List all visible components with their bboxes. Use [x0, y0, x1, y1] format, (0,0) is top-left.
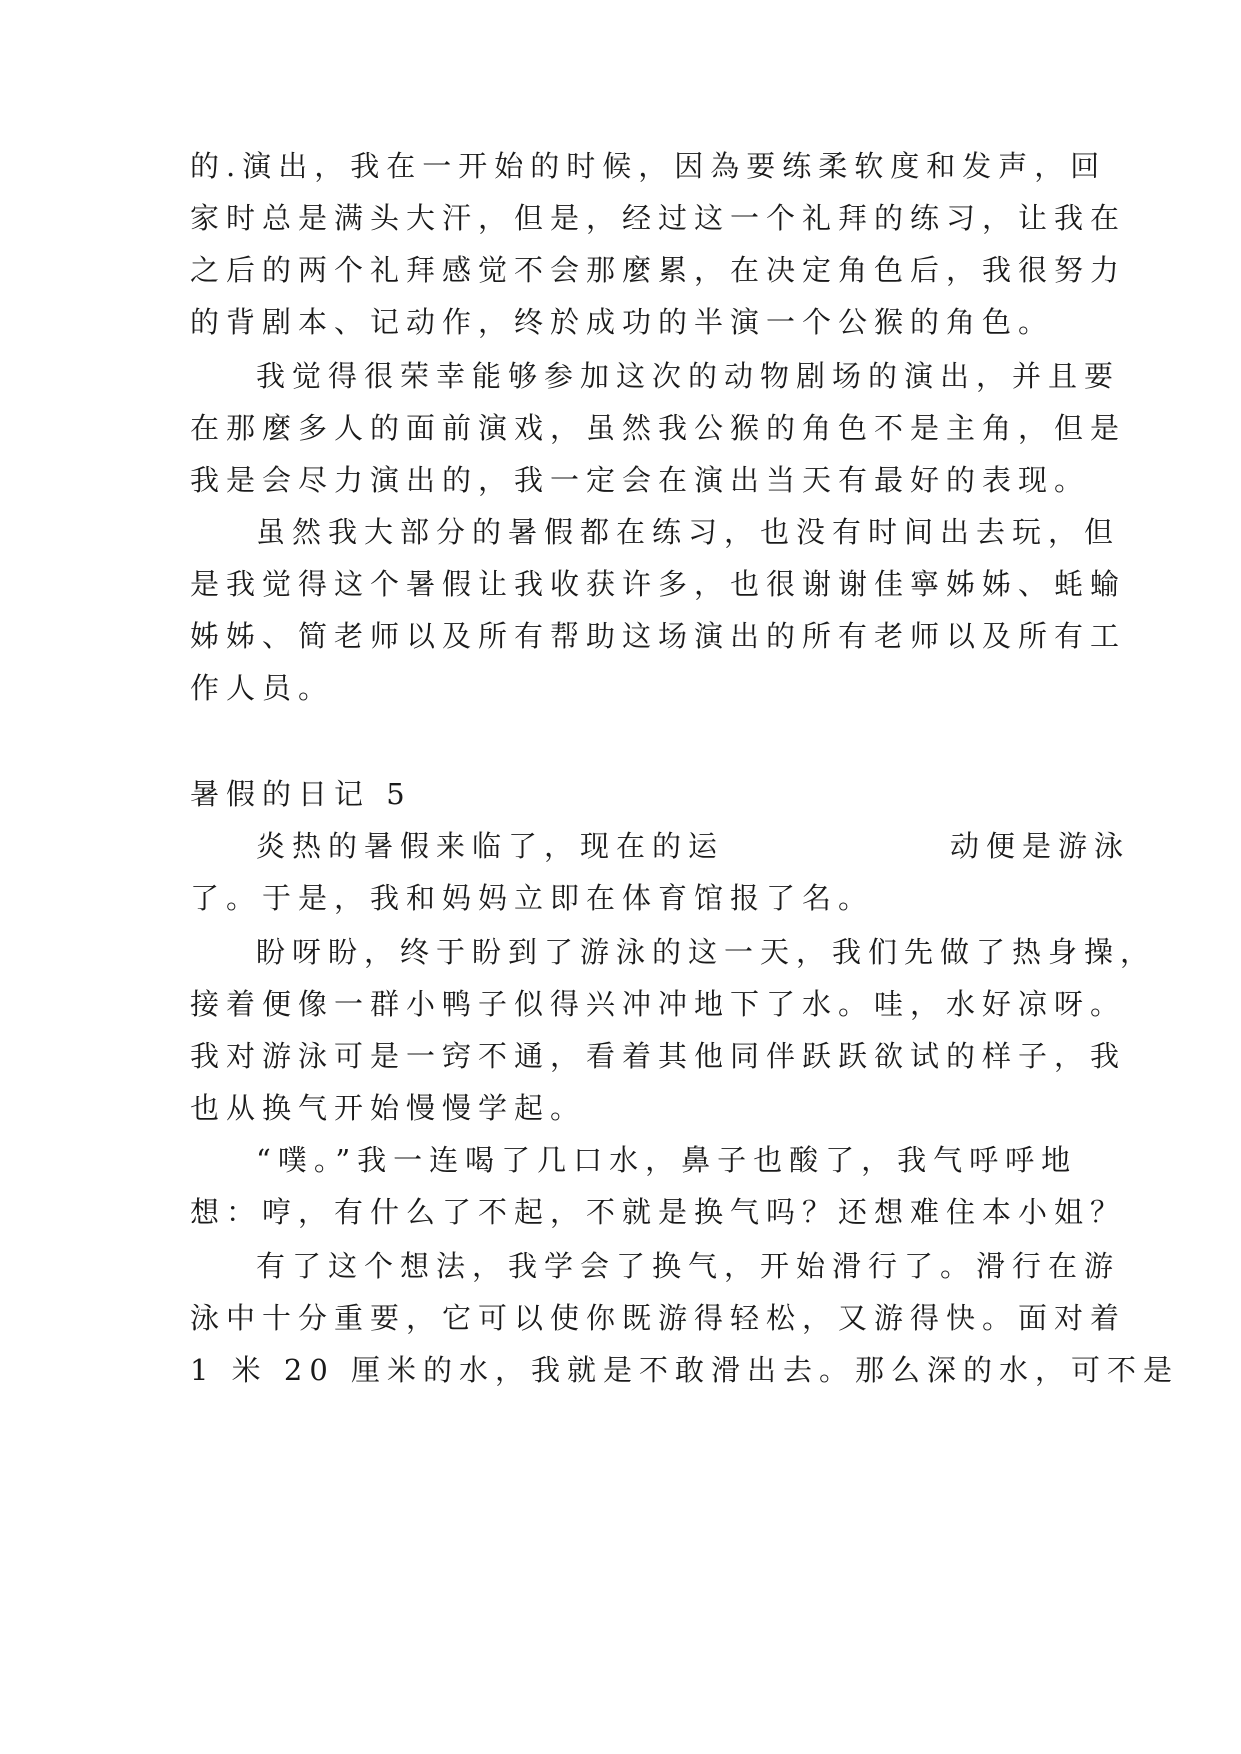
text-line: 之后的两个礼拜感觉不会那麼累，在决定角色后，我很努力	[190, 253, 1127, 287]
text-line: 姊姊、简老师以及所有帮助这场演出的所有老师以及所有工	[190, 619, 1127, 653]
text-line: 了。于是，我和妈妈立即在体育馆报了名。	[190, 881, 875, 915]
text-line: 我是会尽力演出的，我一定会在演出当天有最好的表现。	[190, 463, 1091, 497]
text-line: 泳中十分重要，它可以使你既游得轻松，又游得快。面对着	[190, 1301, 1127, 1335]
section-heading: 暑假的日记 5	[190, 777, 412, 811]
text-line: 在那麼多人的面前演戏，虽然我公猴的角色不是主角，但是	[190, 411, 1127, 445]
text-line: 是我觉得这个暑假让我收获许多，也很谢谢佳寧姊姊、蚝蝓	[190, 567, 1127, 601]
text-line: 有了这个想法，我学会了换气，开始滑行了。滑行在游	[256, 1249, 1121, 1283]
text-line: 虽然我大部分的暑假都在练习，也没有时间出去玩，但	[256, 515, 1121, 549]
text-line: 作人员。	[190, 671, 335, 705]
text-line	[256, 826, 1131, 866]
text-line: 盼呀盼，终于盼到了游泳的这一天，我们先做了热身操，	[256, 935, 1157, 969]
text-line: 也从换气开始慢慢学起。	[190, 1091, 587, 1125]
text-segment: 动便是游泳	[950, 829, 1131, 863]
text-line: 想：哼，有什么了不起，不就是换气吗？还想难住本小姐？	[190, 1195, 1127, 1229]
text-line: 的背剧本、记动作，终於成功的半演一个公猴的角色。	[190, 305, 1055, 339]
text-line: 家时总是满头大汗，但是，经过这一个礼拜的练习，让我在	[190, 201, 1127, 235]
text-line: 接着便像一群小鸭子似得兴冲冲地下了水。哇，水好凉呀。	[190, 987, 1127, 1021]
text-line: “噗。”我一连喝了几口水，鼻子也酸了，我气呼呼地	[256, 1143, 1078, 1177]
text-line: 1 米 20 厘米的水，我就是不敢滑出去。那么深的水，可不是	[190, 1353, 1180, 1387]
text-line: 我对游泳可是一窍不通，看着其他同伴跃跃欲试的样子，我	[190, 1039, 1127, 1073]
text-line: 我觉得很荣幸能够参加这次的动物剧场的演出，并且要	[256, 359, 1121, 393]
text-line: 的.演出，我在一开始的时候，因為要练柔软度和发声，回	[190, 149, 1107, 183]
text-segment: 炎热的暑假来临了，现在的运	[256, 829, 725, 863]
